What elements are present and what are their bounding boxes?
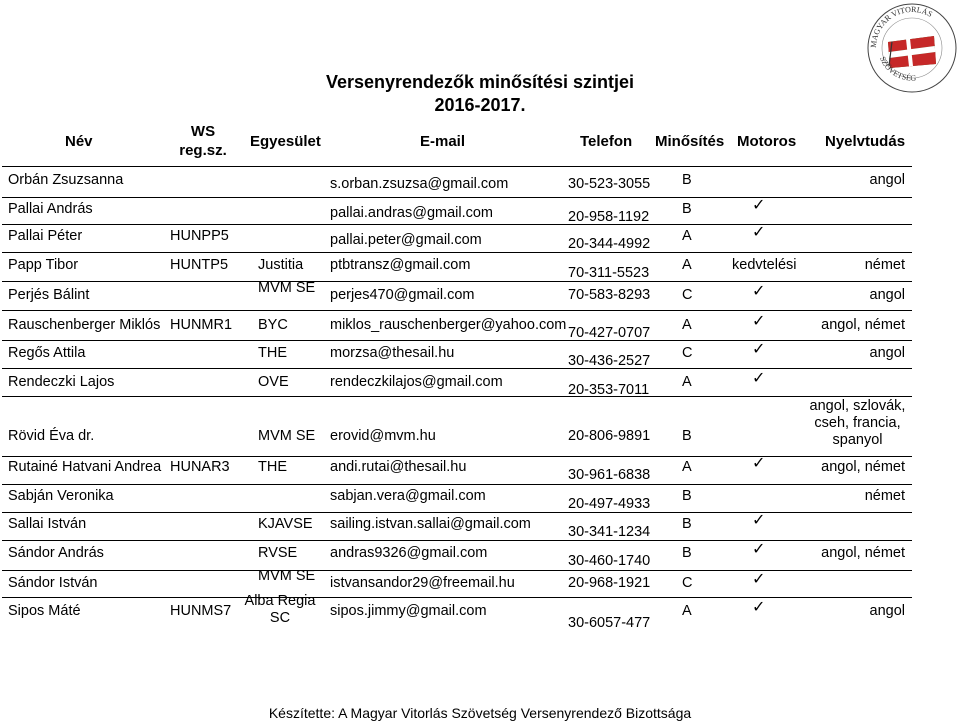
row-email: pallai.peter@gmail.com (330, 232, 482, 248)
motor-check-icon: ✓ (752, 571, 766, 588)
row-language: angol, német (821, 459, 905, 475)
svg-text:SZÖVETSÉG: SZÖVETSÉG (878, 55, 917, 83)
row-divider (2, 368, 912, 369)
row-divider (2, 597, 912, 598)
motor-check-icon: ✓ (752, 370, 766, 387)
row-phone: 20-344-4992 (568, 236, 651, 252)
row-club: MVM SE (258, 280, 316, 296)
row-email: sipos.jimmy@gmail.com (330, 603, 487, 619)
hungarian-sailing-federation-logo (866, 2, 958, 94)
row-club: MVM SE (258, 428, 316, 444)
row-phone: 70-583-8293 (568, 287, 651, 303)
row-motor-text: kedvtelési (732, 257, 797, 273)
header-name: Név (65, 133, 93, 150)
row-email: pallai.andras@gmail.com (330, 205, 494, 221)
row-email: miklos_rauschenberger@yahoo.com (330, 317, 567, 333)
row-divider (2, 252, 912, 253)
row-rating: A (682, 603, 692, 619)
row-phone: 70-311-5523 (568, 265, 650, 281)
row-language: angol (869, 603, 905, 619)
page-subtitle: 2016-2017. (434, 95, 526, 115)
header-language: Nyelvtudás (825, 133, 906, 150)
row-divider (2, 456, 912, 457)
motor-check-icon: ✓ (752, 512, 766, 529)
row-phone: 30-341-1234 (568, 524, 651, 540)
row-rating: A (682, 228, 692, 244)
row-email: s.orban.zsuzsa@gmail.com (330, 176, 509, 192)
motor-check-icon: ✓ (752, 455, 766, 472)
motor-check-icon: ✓ (752, 224, 766, 241)
row-rating: A (682, 374, 692, 390)
row-name: Rauschenberger Miklós (8, 317, 161, 333)
row-name: Rendeczki Lajos (8, 374, 115, 390)
row-ws-reg: HUNPP5 (170, 228, 229, 244)
header-ws-reg: WS reg.sz. (179, 123, 227, 159)
row-language: német (864, 257, 905, 273)
motor-check-icon: ✓ (752, 197, 766, 214)
row-email: perjes470@gmail.com (330, 287, 475, 303)
header-rating: Minősítés (655, 133, 725, 150)
row-ws-reg: HUNAR3 (170, 459, 230, 475)
row-divider (2, 570, 912, 571)
row-email: sabjan.vera@gmail.com (330, 488, 486, 504)
row-email: istvansandor29@freemail.hu (330, 575, 515, 591)
row-club: BYC (258, 317, 288, 333)
svg-text:MAGYAR VITORLÁS: MAGYAR VITORLÁS (868, 4, 934, 49)
row-email: sailing.istvan.sallai@gmail.com (330, 516, 531, 532)
row-divider (2, 396, 912, 397)
row-name: Pallai Péter (8, 228, 83, 244)
header-phone: Telefon (580, 133, 633, 150)
header-motor: Motoros (737, 133, 797, 150)
motor-check-icon: ✓ (752, 313, 766, 330)
row-email: ptbtransz@gmail.com (330, 257, 471, 273)
row-club: THE (258, 345, 287, 361)
motor-check-icon: ✓ (752, 541, 766, 558)
row-phone: 70-427-0707 (568, 325, 651, 341)
page-title: Versenyrendezők minősítési szintjei (325, 72, 635, 92)
row-phone: 20-958-1192 (568, 209, 650, 225)
row-divider (2, 540, 912, 541)
row-club: KJAVSE (258, 516, 313, 532)
row-name: Perjés Bálint (8, 287, 90, 303)
row-language: német (864, 488, 905, 504)
row-phone: 20-806-9891 (568, 428, 651, 444)
row-divider (2, 310, 912, 311)
row-rating: B (682, 545, 692, 561)
row-phone: 30-436-2527 (568, 353, 651, 369)
header-club: Egyesület (250, 133, 321, 150)
row-rating: C (682, 287, 693, 303)
row-phone: 20-968-1921 (568, 575, 651, 591)
row-club: MVM SE (258, 568, 316, 584)
motor-check-icon: ✓ (752, 341, 766, 358)
row-rating: A (682, 459, 692, 475)
row-name: Rövid Éva dr. (8, 428, 95, 444)
row-email: rendeczkilajos@gmail.com (330, 374, 503, 390)
motor-check-icon: ✓ (752, 599, 766, 616)
row-name: Orbán Zsuzsanna (8, 172, 124, 188)
row-ws-reg: HUNTP5 (170, 257, 229, 273)
row-club: OVE (258, 374, 289, 390)
row-language: angol (869, 172, 905, 188)
row-phone: 30-6057-477 (568, 615, 651, 631)
row-ws-reg: HUNMS7 (170, 603, 232, 619)
row-club: Alba Regia SC (244, 593, 316, 626)
row-language: angol (869, 345, 905, 361)
row-name: Sándor András (8, 545, 104, 561)
row-name: Regős Attila (8, 345, 86, 361)
row-rating: A (682, 257, 692, 273)
row-ws-reg: HUNMR1 (170, 317, 233, 333)
row-rating: B (682, 201, 692, 217)
row-name: Sabján Veronika (8, 488, 114, 504)
row-name: Pallai András (8, 201, 93, 217)
row-rating: B (682, 172, 692, 188)
row-email: erovid@mvm.hu (330, 428, 436, 444)
row-rating: A (682, 317, 692, 333)
row-divider (2, 224, 912, 225)
row-name: Rutainé Hatvani Andrea (8, 459, 162, 475)
row-rating: C (682, 345, 693, 361)
row-phone: 30-460-1740 (568, 553, 651, 569)
header-email: E-mail (420, 133, 466, 150)
row-phone: 30-961-6838 (568, 467, 651, 483)
row-language: angol (869, 287, 905, 303)
row-email: andi.rutai@thesail.hu (330, 459, 467, 475)
row-rating: B (682, 488, 692, 504)
row-rating: B (682, 428, 692, 444)
row-club: THE (258, 459, 287, 475)
row-divider (2, 484, 912, 485)
row-email: morzsa@thesail.hu (330, 345, 455, 361)
row-divider (2, 197, 912, 198)
row-divider (2, 281, 912, 282)
row-name: Papp Tibor (8, 257, 79, 273)
row-language: angol, szlovák, cseh, francia, spanyol (809, 398, 906, 448)
row-divider (2, 340, 912, 341)
row-phone: 20-353-7011 (568, 382, 650, 398)
row-divider (2, 166, 912, 167)
row-email: andras9326@gmail.com (330, 545, 488, 561)
footer-credit: Készítette: A Magyar Vitorlás Szövetség Versenyrendező Bizottsága (268, 705, 692, 721)
row-rating: B (682, 516, 692, 532)
row-divider (2, 512, 912, 513)
row-language: angol, német (821, 317, 905, 333)
row-rating: C (682, 575, 693, 591)
row-club: Justitia (258, 257, 304, 273)
row-name: Sándor István (8, 575, 98, 591)
row-language: angol, német (821, 545, 905, 561)
row-name: Sallai István (8, 516, 87, 532)
row-phone: 30-523-3055 (568, 176, 651, 192)
motor-check-icon: ✓ (752, 283, 766, 300)
row-phone: 20-497-4933 (568, 496, 651, 512)
row-club: RVSE (258, 545, 298, 561)
row-name: Sipos Máté (8, 603, 81, 619)
